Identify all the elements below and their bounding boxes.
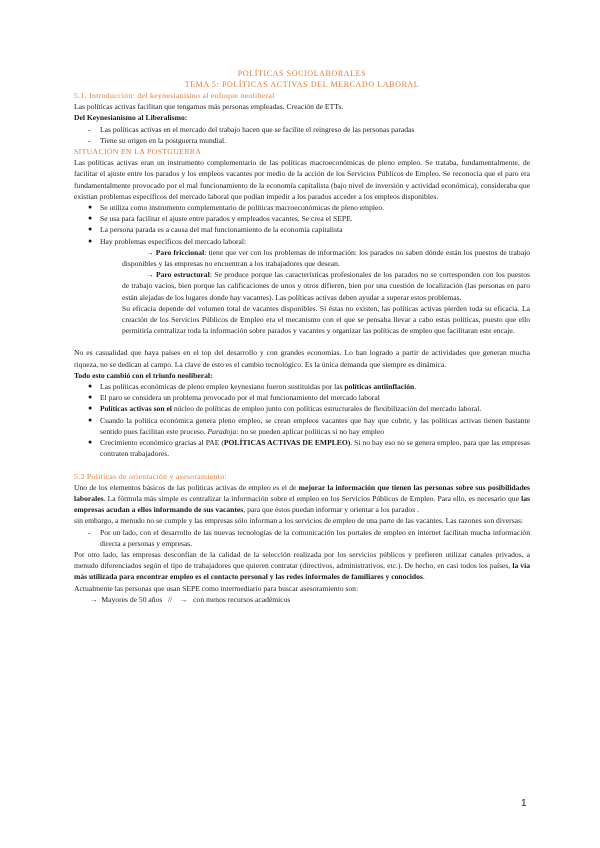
page-number: 1: [521, 798, 527, 809]
item-menos-recursos: con menos recursos académicos: [193, 594, 291, 604]
empresas-paragraph: [74, 549, 530, 583]
paro-estructural-text: : Se produce porque las características profesionales de los parados no se corresponden con los puestos de trabajo vacíos, bien porque las calificaciones de unos y otros difieren, bien por una cuestión de localización (las personas en paro están alejadas de los lugares donde hay vacantes). Las políticas activas deben ayudar a superar estos problemas.: [122, 270, 530, 302]
list-item-text: Se usa para facilitar el ajuste entre parados y empleados vacantes. Se crea el SEPE.: [100, 214, 353, 224]
text-run: Uno de los elementos básicos de las políticas activas de empleo es el de: [74, 482, 299, 492]
section-heading-orientacion: 5.2 Políticas de orientación y asesoramiento:: [74, 471, 227, 481]
paro-friccional-paragraph: [74, 247, 530, 269]
list-item-end: .: [414, 382, 417, 392]
neoliberal-heading-text: Todo esto cambió con el triunfo neoliberal:: [74, 370, 213, 380]
section-heading-postguerra: SITUACIÓN EN LA POSTGUERRA: [74, 147, 202, 157]
list-item: - Por un lado, con el desarrollo de las nuevas tecnologías de la comunicación los portales de empleo en internet facilitan mucha información directa a personas y empresas.: [88, 527, 530, 548]
text-run: , para que éstos puedan informar y orientar a los parados .: [243, 505, 419, 515]
eficacia-paragraph: Su eficacia depende del volumen total de vacantes disponibles. Si éstas no existen, las políticas activas pierden toda su eficacia. La creación de los Servicios Públicos de Empleo era el mecanismo con el que se pensaba llevar a cabo estas políticas, puesto que ello permitiría centralizar toda la información sobre parados y vacantes y organizar las políticas de empleo que facilitaran este encaje.: [122, 303, 530, 336]
text-run: .: [422, 572, 425, 582]
dash-list-origins: [74, 124, 530, 146]
spacer: [74, 460, 530, 471]
text-bold: la vía más utilizada para encontrar empleo es el contacto personal y las redes informales de familiares y conocidos: [74, 561, 530, 582]
dash-list-razones: [74, 527, 530, 549]
document-subtitle: TEMA 5: POLÍTICAS ACTIVAS DEL MERCADO LABORAL: [184, 80, 420, 89]
item-mayores-50: Mayores de 50 años: [101, 594, 163, 604]
top-desarrollo-paragraph: No es casualidad que haya países en el top del desarrollo y con grandes economías. Lo han logrado a partir de actividades que generan mucha riqueza, no se dedican al campo. La clave de esto es el cambio tecnológico. Es la única demanda que siempre es dinámica.: [74, 348, 530, 369]
list-item: ● Cuando la política económica genera pleno empleo, se crean empleos vacantes que hay que cubrir, y las políticas activas tienen bastante sentido pues facilitan este proceso. Paradoja: no se pueden aplicar políticas si no hay empleo: [88, 415, 530, 436]
text-bold: mejorar la información que tienen las personas sobre sus posibilidades laborales: [74, 482, 531, 503]
list-item: ● Se utiliza como instrumento complementario de políticas macroeconómicas de pleno empleo.: [88, 203, 385, 213]
list-item: ● Se usa para facilitar el ajuste entre parados y empleados vacantes. Se crea el SEPE.: [88, 214, 353, 224]
arrow-icon: →: [90, 594, 98, 604]
list-item-text: El paro se considera un problema provocado por el mal funcionamiento del mercado laboral: [100, 393, 380, 403]
subheading-keynesianismo: [74, 112, 530, 123]
neoliberal-heading: [74, 370, 530, 381]
intro-paragraph: Las políticas activas facilitan que tengamos más personas empleadas. Creación de ETTs.: [74, 102, 344, 112]
list-item-end: no se pueden aplicar políticas si no hay empleo: [238, 426, 385, 436]
arrow-icon: →: [179, 594, 188, 604]
orientacion-paragraph: [74, 482, 530, 516]
list-item-text: Hay problemas específicos del mercado laboral:: [100, 236, 247, 246]
list-item-text: Se utiliza como instrumento complementario de políticas macroeconómicas de pleno empleo.: [100, 203, 385, 213]
sepe-users-line: [74, 594, 530, 605]
list-item-bold: Políticas activas son el: [100, 404, 172, 414]
list-item: ● Crecimiento económico gracias al PAE (POLÍTICAS ACTIVAS DE EMPLEO). Si no hay eso no se genera empleo, para que las empresas contraten trabajadores.: [88, 438, 530, 459]
subheading-text: Del Keynesianismo al Liberalismo:: [74, 113, 188, 123]
list-item: - Las políticas activas en el mercado del trabajo hacen que se facilite el reingreso de las personas paradas: [88, 124, 415, 134]
paro-estructural-label: Paro estructural: [156, 270, 210, 280]
section-heading-introduction: 5.1. Introducción: del keynesianismo al enfoque neoliberal: [74, 91, 275, 100]
list-item-text: Las políticas activas en el mercado del trabajo hacen que se facilite el reingreso de las personas paradas: [100, 124, 415, 134]
list-item-text: Cuando la política económica genera pleno empleo, se crean empleos vacantes que hay que cubrir, y las políticas activas tienen bastante sentido pues facilitan este proceso.: [100, 415, 530, 436]
sepe-users-paragraph: Actualmente las personas que usan SEPE como intermediario para buscar asesoramiento son:: [74, 583, 359, 593]
list-item-bold: POLÍTICAS ACTIVAS DE EMPLEO): [223, 438, 351, 448]
page-content: [74, 68, 530, 605]
separator: //: [168, 594, 173, 604]
document-title: POLÍTICAS SOCIOLABORALES: [237, 69, 367, 78]
list-item-text: Crecimiento económico gracias al PAE (: [100, 438, 224, 448]
bullet-list-postguerra: [74, 202, 530, 247]
postguerra-paragraph: Las políticas activas eran un instrumento complementario de las políticas macroeconómicas de pleno empleo. Se trataba, fundamentalmente, de facilitar el ajuste entre los parados y los empleos vacantes por medio de la acción de los Servicios Públicos de Empleo. Se reconocía que el paro era fundamentalmente provocado por el mal funcionamiento de la economía capitalista (bajo nivel de inversión y actividad económica), consideraba que existían problemas específicos del mercado laboral que podían impedir a los parados acceder a los empleos disponibles.: [74, 158, 530, 201]
arrow-icon: →: [146, 247, 154, 257]
list-item: ● El paro se considera un problema provocado por el mal funcionamiento del mercado laboral: [88, 393, 380, 403]
razones-paragraph: sin embargo, a menudo no se cumple y las empresas sólo informan a los servicios de empleo de una parte de las vacantes. Las razones son diversas:: [74, 516, 524, 526]
paro-friccional-text: : tiene que ver con los problemas de información: los parados no saben dónde están los puestos de trabajo disponibles y las empresas no encuentran a los trabajadores que desean.: [122, 247, 530, 269]
list-item-text: núcleo de políticas de empleo junto con políticas estructurales de flexibilización del mercado laboral.: [171, 404, 482, 414]
list-item: ● Hay problemas específicos del mercado laboral:: [88, 236, 247, 246]
list-item-text: Tiene su origen en la postguerra mundial.: [100, 135, 227, 145]
list-item-text: Por un lado, con el desarrollo de las nuevas tecnologías de la comunicación los portales de empleo en internet facilitan mucha información directa a personas y empresas.: [100, 527, 530, 548]
list-item-end: . Si no hay eso no se genera empleo, para que las empresas contraten trabajadores.: [100, 438, 530, 459]
text-bold: las empresas acudan a ellos informando de sus vacantes: [74, 493, 530, 515]
list-item: ● La persona parada es a causa del mal funcionamiento de la economía capitalista: [88, 225, 343, 235]
text-run: Por otro lado, las empresas desconfían de la calidad de la selección realizada por los servicios públicos y prefieren utilizar canales privados, a menudo diferenciados según el tipo de trabajadores que quieren contratar (directivos, administrativos, etc.). De hecho, en casi todos los países,: [74, 549, 530, 571]
spacer: [74, 336, 530, 347]
list-item-bold: políticas antiinflación: [344, 382, 415, 392]
bullet-list-neoliberal: [74, 381, 530, 459]
paro-friccional-label: Paro friccional: [155, 247, 205, 257]
list-item: ● Políticas activas son el núcleo de políticas de empleo junto con políticas estructurales de flexibilización del mercado laboral.: [88, 404, 482, 414]
text-run: . La fórmula más simple es centralizar la información sobre el empleo en los Servicios Públicos de Empleo. Para ello, es necesario que: [103, 493, 522, 503]
list-item-text: Las políticas económicas de pleno empleo keynesiano fueron sustituidas por las: [100, 382, 345, 392]
list-item-italic: Paradoja:: [207, 426, 239, 436]
paro-estructural-paragraph: [74, 269, 530, 303]
list-item: ● Las políticas económicas de pleno empleo keynesiano fueron sustituidas por las políticas antiinflación.: [88, 382, 417, 392]
arrow-icon: →: [146, 270, 154, 280]
list-item: - Tiene su origen en la postguerra mundial.: [88, 135, 227, 145]
list-item-text: La persona parada es a causa del mal funcionamiento de la economía capitalista: [100, 225, 343, 235]
